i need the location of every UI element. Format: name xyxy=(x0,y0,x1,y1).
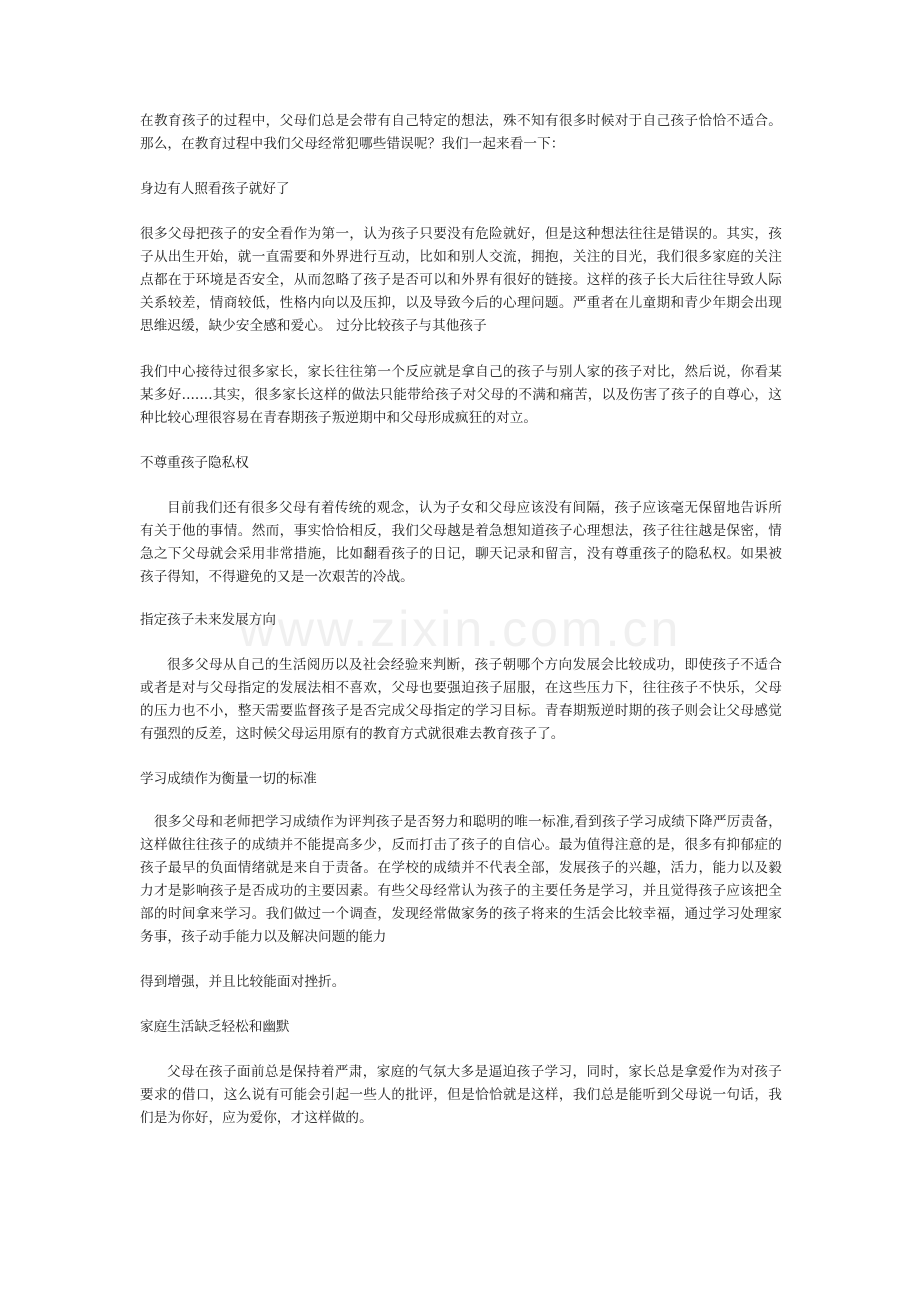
section-heading-5: 家庭生活缺乏轻松和幽默 xyxy=(140,1019,290,1035)
paragraph-1: 很多父母把孩子的安全看作为第一，认为孩子只要没有危险就好，但是这种想法往往是错误的。其实，孩子从出生开始，就一直需要和外界进行互动，比如和别人交流，拥抱，关注的目光，我们很多家庭的关注点都在于环境是否安全，从而忽略了孩子是否可以和外界有很好的链接。这样的孩子长大后往往导致人际关系较差，情商较低，性格内向以及压抑，以及导致今后的心理问题。严重者在儿童期和青少年期会出现思维迟缓，缺少安全感和爱心。 过分比较孩子与其他孩子 xyxy=(140,226,782,334)
paragraph-3: 目前我们还有很多父母有着传统的观念，认为子女和父母应该没有间隔，孩子应该毫无保留地告诉所有关于他的事情。然而，事实恰恰相反，我们父母越是着急想知道孩子心理想法，孩子往往越是保密，情急之下父母就会采用非常措施，比如翻看孩子的日记，聊天记录和留言，没有尊重孩子的隐私权。如果被孩子得知，不得避免的又是一次艰苦的冷战。 xyxy=(140,500,782,585)
paragraph-6: 得到增强，并且比较能面对挫折。 xyxy=(140,974,346,990)
paragraph-4: 很多父母从自己的生活阅历以及社会经验来判断，孩子朝哪个方向发展会比较成功，即使孩子不适合或者是对与父母指定的发展法相不喜欢，父母也要强迫孩子屈服，在这些压力下，往往孩子不快乐，父母的压力也不小，整天需要监督孩子是否完成父母指定的学习目标。青春期叛逆时期的孩子则会让父母感觉有强烈的反差，这时候父母运用原有的教育方式就很难去教育孩子了。 xyxy=(140,657,782,742)
section-heading-3: 指定孩子未来发展方向 xyxy=(140,612,276,628)
paragraph-5: 很多父母和老师把学习成绩作为评判孩子是否努力和聪明的唯一标准,看到孩子学习成绩下降严厉责备，这样做往往孩子的成绩并不能提高多少，反而打击了孩子的自信心。最为值得注意的是，很多有抑郁症的孩子最早的负面情绪就是来自于责备。在学校的成绩并不代表全部，发展孩子的兴趣，活力，能力以及毅力才是影响孩子是否成功的主要因素。有些父母经常认为孩子的主要任务是学习，并且觉得孩子应该把全部的时间拿来学习。我们做过一个调查，发现经常做家务的孩子将来的生活会比较幸福，通过学习处理家务事，孩子动手能力以及解决问题的能力 xyxy=(140,814,782,945)
paragraph-2: 我们中心接待过很多家长，家长往往第一个反应就是拿自己的孩子与别人家的孩子对比，然后说，你看某某多好.......其实，很多家长这样的做法只能带给孩子对父母的不满和痛苦，以及伤害了孩子的自尊心，这种比较心理很容易在青春期孩子叛逆期中和父母形成疯狂的对立。 xyxy=(140,364,782,426)
paragraph-7: 父母在孩子面前总是保持着严肃，家庭的气氛大多是逼迫孩子学习，同时，家长总是拿爱作为对孩子要求的借口，这么说有可能会引起一些人的批评，但是恰恰就是这样，我们总是能听到父母说一句话，我们是为你好，应为爱你，才这样做的。 xyxy=(140,1064,782,1126)
section-heading-1: 身边有人照看孩子就好了 xyxy=(140,181,290,197)
watermark: www.zixin.com.cn xyxy=(238,601,682,657)
article xyxy=(140,110,782,1130)
intro-paragraph: 在教育孩子的过程中，父母们总是会带有自己特定的想法，殊不知有很多时候对于自己孩子恰恰不适合。那么，在教育过程中我们父母经常犯哪些错误呢？我们一起来看一下： xyxy=(140,113,782,152)
section-heading-4: 学习成绩作为衡量一切的标准 xyxy=(140,771,317,787)
section-heading-2: 不尊重孩子隐私权 xyxy=(140,455,249,471)
